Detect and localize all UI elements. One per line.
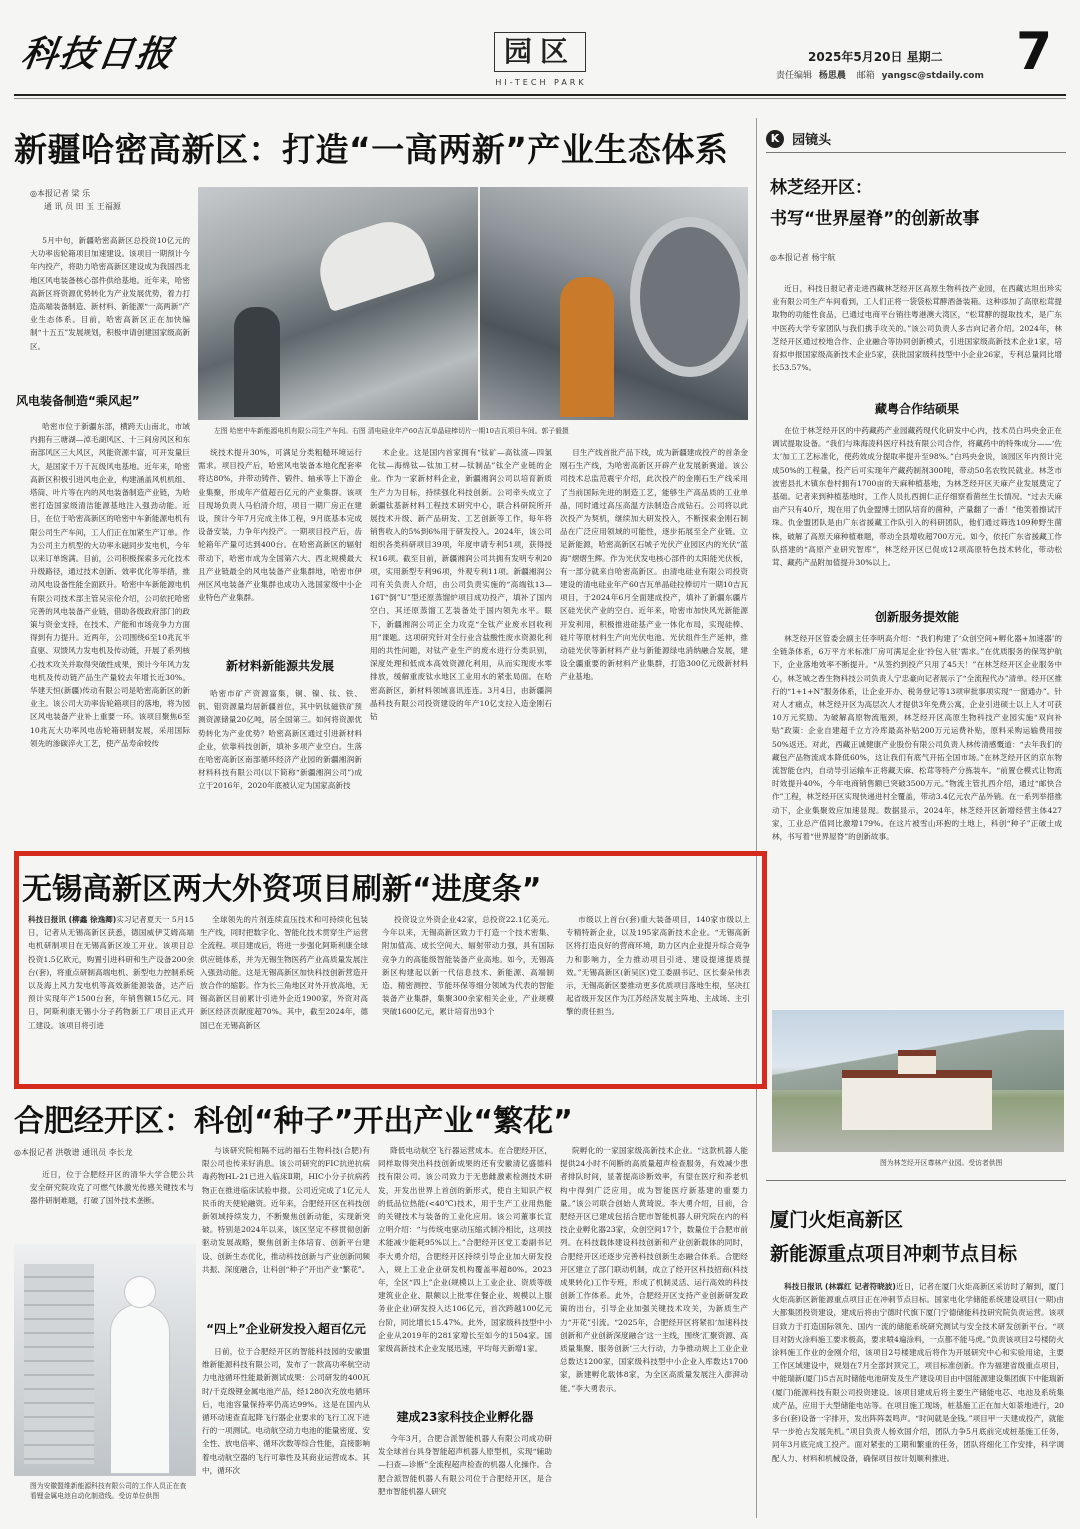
article4-body xyxy=(772,1280,1064,1520)
article3-subhead-rd: “四上”企业研发投入超百亿元 xyxy=(206,1322,366,1336)
article3-col3: 降低电动航空飞行器运营成本。在合肥经开区，同样取得突出科技创新成果的还有安徽清亿盛德科技有限公司。该公司致力于无患雌激素检测技术研发，开发出世界上首创的新形式，使自主知识产权的低品位热能(<40℃)技术，用于生产工业用热能的关键技术与装备的工业化应用。该公司董事长宣立明介绍：“与传统电驱动压缩式制冷相比，这项技术能减少能耗95%以上。”合肥经开区党工委副书记李大勇介绍，合肥经开区持续引导企业加大研发投入，规上工业企业研发机构覆盖率超80%。2023年，全区“四上”企业(规模以上工业企业、资质等级建筑业企业、限额以上批零住餐企业、规模以上服务业企业)研发投入达106亿元，首次跨越100亿元台阶，同比增长15.47%。此外，国家级科技型中小企业从2019年的281家增长至如今的1504家。国家级高新技术企业发展迅速，平均每天新增1家。 xyxy=(378,1146,552,1354)
editor-line xyxy=(776,68,984,81)
worker-figure-2 xyxy=(560,277,614,417)
column-divider xyxy=(756,118,757,1518)
article4-title-line1: 厦门火炬高新区 xyxy=(770,1209,904,1231)
sidebar-column-name: 园镜头 xyxy=(792,133,832,148)
article2-col2: 全球领先的片剂连续直压技术和可持续化包装生产线，同时把数字化、智能化技术贯穿生产运营全流程。项目建成后，将进一步强化阿斯利康全球供应链体系，并为无锡生物医药产业高质量发展注入强劲动能。这是无锡高新区加快科技创新营造开放合作的缩影。作为长三角地区对外开放高地，无锡高新区目前累计引进外企近1900家，外资对高新区经济贡献度超70%。其中，截至2024年，德国已在无锡高新区 xyxy=(200,915,368,1030)
article4-text: 近日，记者在厦门火炬高新区采访时了解到，厦门火炬高新区新能源重点项目正在冲刺节点目标。国家电化学储能系统建设项目(一期)由大都集团投资建设，建成后将由宁德时代旗下厦门宁德储能科技研究院负责运营。该项目致力于打造国际领先、国内一流的储能系统研究测试与安全技术研发创新平台。“项目对防火涂料施工要求极高，要求喷4遍涂料，一点都不能马虎。”负责该项目2号楼防火涂料施工作业的金刚介绍，该项目2号楼建成后将作为开展研究中心和实验用途，主要工作区域建设中，规划在7月全部封顶完工，项目标准创新。作为福建省级重点项目，中能瑞新(厦门)5吉瓦时储能电池研发及生产建设项目由中国能源建设集团旗下中能瑞新(厦门)能源科技有限公司投资建设。该项目建成后将主要生产储能电芯、电池及系统集成产品，应用于大型储能电站等。在项目施工现场，桩基施工正在加大如荼地进行，20多台(套)设备一字排开，发出阵阵轰鸣声。“时间就是金钱。”项目甲一天建成投产，就能早一步抢占发展先机。”项目负责人杨欢国介绍，团队力争5月底前完成桩基施工任务，同年3月底完成工投产。面对紧张的工期和繁重的任务，团队将细化工作安排，科学调配人力、材料和机械设备，确保项目按计划顺利推进。 xyxy=(772,1282,1064,1463)
photo-nyingchi-industrial-park xyxy=(772,1010,1064,1152)
article1-intro: 5月中旬，新疆哈密高新区总投资10亿元的大功率齿轮箱项目加速建设。该项目一期预计今年内投产，将助力哈密高新区建设成为我国西北地区风电装备核心部件供给基地。近年来，哈密高新区将资源优势转化为产业发展优势，着力打造高端装备制造、新材料、新能源“一高两新”产业生态体系。目前，哈密高新区正在加快编制“十五五”发展规划，积极申请创建国家级高新区。 xyxy=(30,236,190,351)
sidebar-subhead-service: 创新服务提效能 xyxy=(874,610,959,624)
building-tower-shape xyxy=(898,1050,936,1074)
article3-headline: 合肥经开区：科创“种子”开出产业“繁花” xyxy=(14,1104,573,1139)
page-number: 7 xyxy=(1016,22,1053,82)
article1-subhead-wind: 风电装备制造“乘风起” xyxy=(16,394,140,408)
email-label: 邮箱 xyxy=(856,71,875,81)
article4-lead: 科技日报讯 (林霖红 记者符晓波) xyxy=(784,1282,896,1291)
sidebar-p3: 林芝经开区管委会副主任李明高介绍：“我们构建了‘众创空间+孵化器+加速器’的全链条体系，6万平方米标准厂房可满足企业‘拎包入驻’需求。”在优质服务的保驾护航下，企业落地效率不断提升。“从签约到投产只用了45天！”在林芝经开区企业服务中心，林芝城之香生物科技公司负责人宁忠豪向记者展示了“全流程代办”清单。经开区推行的“1+1+N”服务体系，让企业开办、税务登记等13项审批事项实现“一窗通办”。针对人才痛点，林芝经开区为高层次人才提供3年免费公寓，企业引进硕士以上人才可获10万元奖励。为破解高原物流瓶颈，林芝经开区高原生物科技产业园实施“双向补贴”政策：企业自建超千立方冷库最高补贴200万元运费补贴，原料采购运输费用按50%返还。对此，西藏正诚健康产业股份有限公司负责人林传清感慨道：“去年我们的藏包产品物流成本降低60%，这让我们有底气开拓全国市场。”在林芝经开区的京东物流智能仓内，自动导引运输车正将藏天麻、松茸等特产分拣装车。“前置仓模式让物流时效提升40%，今年电商销售额已突破3500万元。”物流主管扎西介绍，通过“邮快合作”工程，林芝经开区实现快递进村全覆盖，带动3.4亿元农产品外销。在一系列举措推动下，企业集聚效应加速显现。数据显示，2024年，林芝经开区新增经营主体427家，工业总产值同比激增179%。在这片被雪山环抱的土地上，科创“种子”正破土成林，书写着“世界屋脊”的创新故事。 xyxy=(772,634,1062,842)
wafer-disc-shape xyxy=(630,217,748,377)
article1-subhead-materials: 新材料新能源共发展 xyxy=(225,659,334,673)
editor-name: 杨思晨 xyxy=(818,71,846,81)
photo-silicon-rod-workshop xyxy=(480,187,748,420)
article2-lead: 科技日报讯 (柳鑫 徐逸卿) xyxy=(28,915,117,924)
article1-byline-reporter: ◎本报记者 梁 乐 xyxy=(30,189,91,198)
section-title: 园区 xyxy=(503,35,576,68)
article3-col2: 与该研究院相隔不远的福石生物科技(合肥)有限公司也传来好消息。该公司研究的FIC抗逆抗病毒药物HL-21已进入临床Ⅱ期，HIC小分子抗病药物正在推进临床试验申报。公司近完成了1亿元人民币的天使轮融资。近年来，合肥经开区在科技创新领域持续发力，不断聚焦创新动能，实现新突破。特别是2024年以来，该区坚定不移贯彻创新驱动发展战略，聚焦创新主体培育、创新平台建设、创新生态优化，推动科技创新与产业创新同频共振、深度融合，让科创“种子”开出产业“繁花”。 xyxy=(202,1146,370,1274)
sidebar-tag-rule xyxy=(766,152,1066,153)
article1-photo-caption: 左图 哈密中车新能源电机有限公司生产车间。右图 清电硅业年产60吉瓦单晶硅棒切片一期10吉瓦项目车间。郭子毅摄 xyxy=(214,427,569,435)
newspaper-logo: 科技日报 xyxy=(18,33,177,75)
article2-col3: 投资设立外资企业42家，总投资22.1亿美元。今年以来，无锡高新区致力于打造一个技术密集、附加值高、成长空间大、辐射带动力强，具有国际竞争力的高能级智能装备产业高地。如今，无锡高新区构建起以新一代信息技术、新能源、高端制造、精密测控、节能环保等细分领域为代表的智能装备产业集群，集聚300余家相关企业，产业规模突破1600亿元，累计培育出93个 xyxy=(382,915,554,1017)
photo-factory-workshop xyxy=(198,187,478,420)
photo-battery-lab xyxy=(14,1244,196,1476)
lab-worker-head xyxy=(124,1276,156,1308)
article3-intro: 近日，位于合肥经开区的清华大学合肥公共安全研究院攻克了可燃气体激光传感关键技术与器件研制难题，打破了国外技术垄断。 xyxy=(30,1170,194,1206)
worker-figure xyxy=(234,307,280,417)
editor-label: 责任编辑 xyxy=(776,71,813,81)
article1-col4: 目生产线首批产品下线，成为新疆建成投产的首条金刚石生产线，为哈密高新区开辟产业发展新赛道。该公司技术总监范震宇介绍，此次投产的金刚石生产线采用了当前国际先进的制造工艺，能够生产高品质的工业单晶，同时通过高压高温方法制造合成钻石。公司将以此次投产为契机，继续加大研发投入，不断探索金刚石制品在广泛应用领域的可能性，逐步拓展至全产业链。立足新能源，哈密高新区石城子光伏产业园区内的光伏“蓝海”熠熠生辉。作为光伏发电核心部件的太阳能光伏板，有一部分就来自哈密高新区。由清电硅业有限公司投资建设的清电硅业年产60吉瓦单晶硅拉棒切片一期10吉瓦项目，于2024年6月全面建成投产，填补了新疆东疆片区硅光伏产业的空白。近年来，哈密市加快风光新能源开发利用，积极推进硅基产业一体化布局，实现硅棒、硅片等原材料生产向光伏电池、光伏组件生产延伸，推动硅光伏等新材料产业与新能源绿电消纳融合发展，建设全疆重要的新材料产业集群，打造300亿元级新材料产业基地。 xyxy=(560,448,748,682)
article1-col2b: 哈密市矿产资源富集，铜、镍、钛、铁、钒、钼资源量均居新疆首位，其中钒钛磁铁矿预测资源储量20亿吨，居全国第三。如何将资源优势转化为产业优势？哈密高新区通过引进新材料企业，依靠科技创新，填补多项产业空白。生落在哈密高新区南部循环经济产业园的新疆湘润新材料科技有限公司(以下简称“新疆湘润公司”)成立于2016年，2020年底被认定为国家高新技 xyxy=(198,689,362,791)
article1-byline-correspondent: 通 讯 员 田 玉 王福源 xyxy=(44,202,121,211)
article3-byline: ◎本报记者 洪敬谱 通讯员 李长龙 xyxy=(14,1148,133,1157)
section-title-en: HI-TECH PARK xyxy=(495,78,587,87)
building-shape xyxy=(842,1070,992,1130)
camera-k-icon: K xyxy=(766,130,784,148)
sidebar-p2: 在位于林芝经开区的中药藏药产业园藏药现代化研发中心内，技术员白玛央金正在调试提取设备。“我们与珠海凌科医疗科技有限公司合作，将藏药中的特殊成分——‘佐太’加工工艺标准化，使药效成分提取率提升至98%。”白玛央金说，该园区年内预计完成50%的工程量，投产后可实现年产藏药制剂300吨，带动50名农牧民就业。林芝市波密县扎木镇东卷村拥有1700亩的天麻种植基地，为林芝经开区天麻产业发展奠定了基础。记者来到种植基地时，工作人员扎西拥仁正仔细察看菌丝生长情况。“过去天麻亩产只有40斤，现在用了仇金盟博士团队培育的菌种，产量翻了一番！”他笑着擦试汗珠。仇金盟团队是由广东省援藏工作队引入的科研团队，他们通过筛选109种野生菌株，破解了高原天麻种植难题，带动全县增收超700万元。如今，依托广东省援藏工作队搭建的“高原产业研究智库”，林芝经开区已促成12项高原特色技术转化，带动松茸、藏药产品附加值提升30%以上。 xyxy=(772,426,1062,568)
sidebar-column-tag xyxy=(766,128,831,148)
sidebar-subhead-cooperation: 藏粤合作结硕果 xyxy=(874,402,959,416)
sidebar-p1: 近日，科技日报记者走进西藏林芝经开区高原生物科技产业园，在西藏达坦出珍实业有限公司生产车间看到，工人们正将一袋袋松茸酵酒备装箱。这种添加了高原松茸提取物的功能性食品，已通过电商平台销往粤港澳大湾区，“松茸酵的提取技术，是广东中医药大学专家团队与我们携手攻关的。”该公司负责人多吉向记者介绍。2024年，林芝经开区通过校地合作、企业融合等协同创新模式，引进国家级高新技术企业1家，培育拟申报国家级高新技术企业5家，获批国家级科技型中小企业26家，专利总量同比增长53.57%。 xyxy=(772,284,1062,373)
article1-col2: 统技术提升30%，可满足分类粗糙环境运行需求。项目投产后，哈密风电装备本地化配套率将达80%，并带动铸件、锻件、轴承等上下游企业集聚，形成年产值超百亿元的产业集群。该项目现场负责人马伯清介绍，项目一期厂房正在建设，预计今年7月完成主体工程，9月底基本完成设备安装，力争年内投产。一期项目投产后，齿轮箱年产量可达到400台。在哈密高新区的辐射带动下，哈密市成为全国第六大、西北规模最大且产业链最全的风电装备产业集群地，哈密市伊州区风电装备产业集群也成功入选国家级中小企业特色产业集群。 xyxy=(198,448,362,603)
article2-headline: 无锡高新区两大外资项目刷新“进度条” xyxy=(22,872,542,907)
masthead-rule-thin xyxy=(14,98,1066,99)
article3-subhead-incubators: 建成23家科技企业孵化器 xyxy=(396,1410,534,1424)
sidebar-byline: ◎本报记者 杨宇航 xyxy=(770,253,836,262)
section-title-box xyxy=(494,32,586,72)
sidebar-bottom-rule xyxy=(766,1180,1066,1181)
masthead-rule xyxy=(14,94,1066,96)
issue-date: 2025年5月20日 星期二 xyxy=(808,50,943,64)
article2-col1-text: 实习记者夏天一 5月15日，记者从无锡高新区获悉，德国威伊艾姆高端电机研制项目在无锡高新区竣工开业。该项目总投资1.5亿欧元，购置引进科研和生产设备200余台(套)，将重点研制高端电机、新型电力控制系统以及海上风力发电机等高效新能源装备，达产后预计实现年产1500台套，年销售额15亿元。同日，阿斯利康无锡小分子药物新工厂项目正式开工建设。该项目将引进 xyxy=(28,915,194,1030)
article3-photo-caption: 图为安徽盟维新能源科技有限公司的工作人员正在查看锂金属电池自动化制造线。受访单位供图 xyxy=(30,1482,187,1500)
article3-col4: 院孵化的一家国家级高新技术企业。“这款机器人能提供24小时不间断的高质量超声检查服务，有效减少患者排队时间，显著提高诊断效率，有望在医疗和养老机构中得到广泛应用，成为智能医疗新基建的重要力量。”该公司联合创始人黄琦说。李大勇介绍，目前，合肥经开区已建成包括合肥市智能机器人研究院在内的科技企业孵化器23家，众创空间17个，数量位于合肥市前列。在科技载体建设科技创新和产业创新载体的同时，合肥经开区还逐步完善科技创新生态融合体系。合肥经开区建立了部门联动机制，成立了经开区科技招商(科技成果转化)工作专班，形成了机制灵活、运行高效的科技创新工作体系。此外，合肥经开区支持产业创新研发政策的出台，引导企业加强关键技术攻关，为新质生产力“开花”引流。“2025年，合肥经开区将紧扣‘加速科技创新和产业创新深度融合’这一主线，围绕‘汇聚资源、高质量集聚、服务创新’三大行动，力争推动规上工业企业总数达1200家，国家级科技型中小企业入库数达1700家，新建孵化载体8家，为全区高质量发展注入澎湃动能。”李大勇表示。 xyxy=(560,1146,748,1393)
article2-col4: 市级以上首台(套)重大装备项目，140家市级以上专精特新企业，以及195家高新技术企业。“无锡高新区将打造良好的营商环境，助力区内企业提升综合竞争力和影响力，全力推动项目引进、建设提速提质提效。”无锡高新区(新吴区)党工委副书记、区长秦朵伟表示，无锡高新区要推动更多优质项目落地生根，坚决扛起省级开发区作为江苏经济发展主阵地、主战场、主引擎的责任担当。 xyxy=(566,915,750,1017)
sidebar-photo-caption: 图为林芝经开区尊林产业园。受访者供图 xyxy=(880,1159,1003,1167)
article2-col1 xyxy=(28,913,194,1078)
editor-email[interactable]: yangsc@stdaily.com xyxy=(881,71,984,81)
robot-arm-shape xyxy=(310,212,436,313)
article1-headline: 新疆哈密高新区：打造“一高两新”产业生态体系 xyxy=(14,130,729,169)
sidebar-title-line1: 林芝经开区： xyxy=(770,178,872,198)
lab-worker-figure xyxy=(110,1304,170,1474)
sidebar-title-line2: 书写“世界屋脊”的创新故事 xyxy=(770,209,980,229)
article4-title-line2: 新能源重点项目冲刺节点目标 xyxy=(770,1243,1018,1265)
article3-col2b: 日前，位于合肥经开区的智能科技园的安徽盟维新能源科技有限公司，发布了一款高功率航空动力电池循环性能最新测试成果：公司研发的400瓦时/千克级锂金属电池产品，经1280次充放电循环后，电池容量保持率仍高达99%。这是在国内从循环动速查直起降飞行器企业要求的飞行工况下进行的一项测试。电动航空动力电池的能量密度、安全性、放电倍率、循环次数等综合性能，直接影响着电动航空器的飞行可靠性及其商业运营成本。其中，循环次 xyxy=(202,1347,370,1475)
article3-col3b: 今年3月，合肥合派智能机器人有限公司成功研发全球首台具身智能超声机器人原型机，实现“辅助—扫查—诊断”全流程超声检查的机器人化操作。合肥合派智能机器人有限公司位于合肥经开区，是合肥市智能机器人研究 xyxy=(378,1434,552,1496)
lab-equipment-shape xyxy=(24,1264,94,1464)
article1-col3: 术企业。这是国内首家拥有“钛矿—高钛渣—四氯化钛—海绵钛—钛加工材—钛制品”钛全产业链的企业。作为一家新材料企业，新疆湘润公司以培育新质生产力为目标，持续强化科技创新。公司牵头成立了新疆钛基新材料工程技术研究中心，联合科研院所开展技术升级、新产品研发、工艺创新等工作，每年将销售收入的5%到6%用于研发投入。2024年，该公司组织各类科研项目39项，年度申请专利51项，获得授权16项。截至目前，新疆湘润公司共拥有发明专利20项，实用新型专利96项，外观专利11项。新疆湘润公司有关负责人介绍，由公司负责实施的“高端钛13—16T“倒”U”型还原蒸馏炉项目成功投产，填补了国内空白，其还原蒸馏工艺装备处于国内领先水平。眼下，新疆湘润公司正全力攻克“全钛产业废水回收利用”课题。这项研究针对全行业含盐酸性废水资源化利用的共性问题，对钛产业生产的废水进行分类识别，深度处理和低成本高效资源化利用，从而实现废水零排放，缓解重废钛水地区工业用水的紧张局面。在哈密高新区，新材料领域喜讯连连。3月4日，由新疆润晶科技有限公司投资建设的年产10亿支拉入造金刚石钻 xyxy=(370,448,552,722)
article1-col1: 哈密市位于新疆东部，横跨天山南北，市域内拥有三塘湖—淖毛湖风区、十三间房风区和东南部风区三大风区，风能资源丰富，可开发量巨大，是国家千万千瓦级风电基地。近年来，哈密高新区积极引进风电企业，构建涵盖风机机组、塔筒、叶片等在内的风电装备制造产业链，为哈密打造国家级清洁能源基地注入强劲动能。近日，在位于哈密高新区的哈密中车新能源电机有限公司生产车间，工人们正在加紧生产订单。作为公司主力机型的大功率永磁同步发电机，今年以来订单饱满。目前，公司积极探索多元化技术升级路径，通过技术创新、效率优化等举措，推动风电设备性能全面跃升。哈密中车新能源电机有限公司技术部主管吴宗伦介绍，公司依托哈密完善的风电装备产业链，借助各级政府部门的政策与资金支持，在技术、产能和市场竞争力方面得到有力提升。近两年，公司围绕6至10兆瓦半直驱、双馈风力发电机及传动链，开展了系列核心技术攻关并取得突破性成果，预计今年风力发电机及传动链产品生产量较去年增长近30%。华建天恒(新疆)传动有限公司是哈密高新区的新业主。该公司大功率齿轮箱项目的落地，将为园区风电装备产业补上重要一环。该项目聚焦6至10兆瓦大功率风电齿轮箱研制发展，采用国际领先的渗碳淬火工艺，使产品寿命较传 xyxy=(30,422,190,748)
